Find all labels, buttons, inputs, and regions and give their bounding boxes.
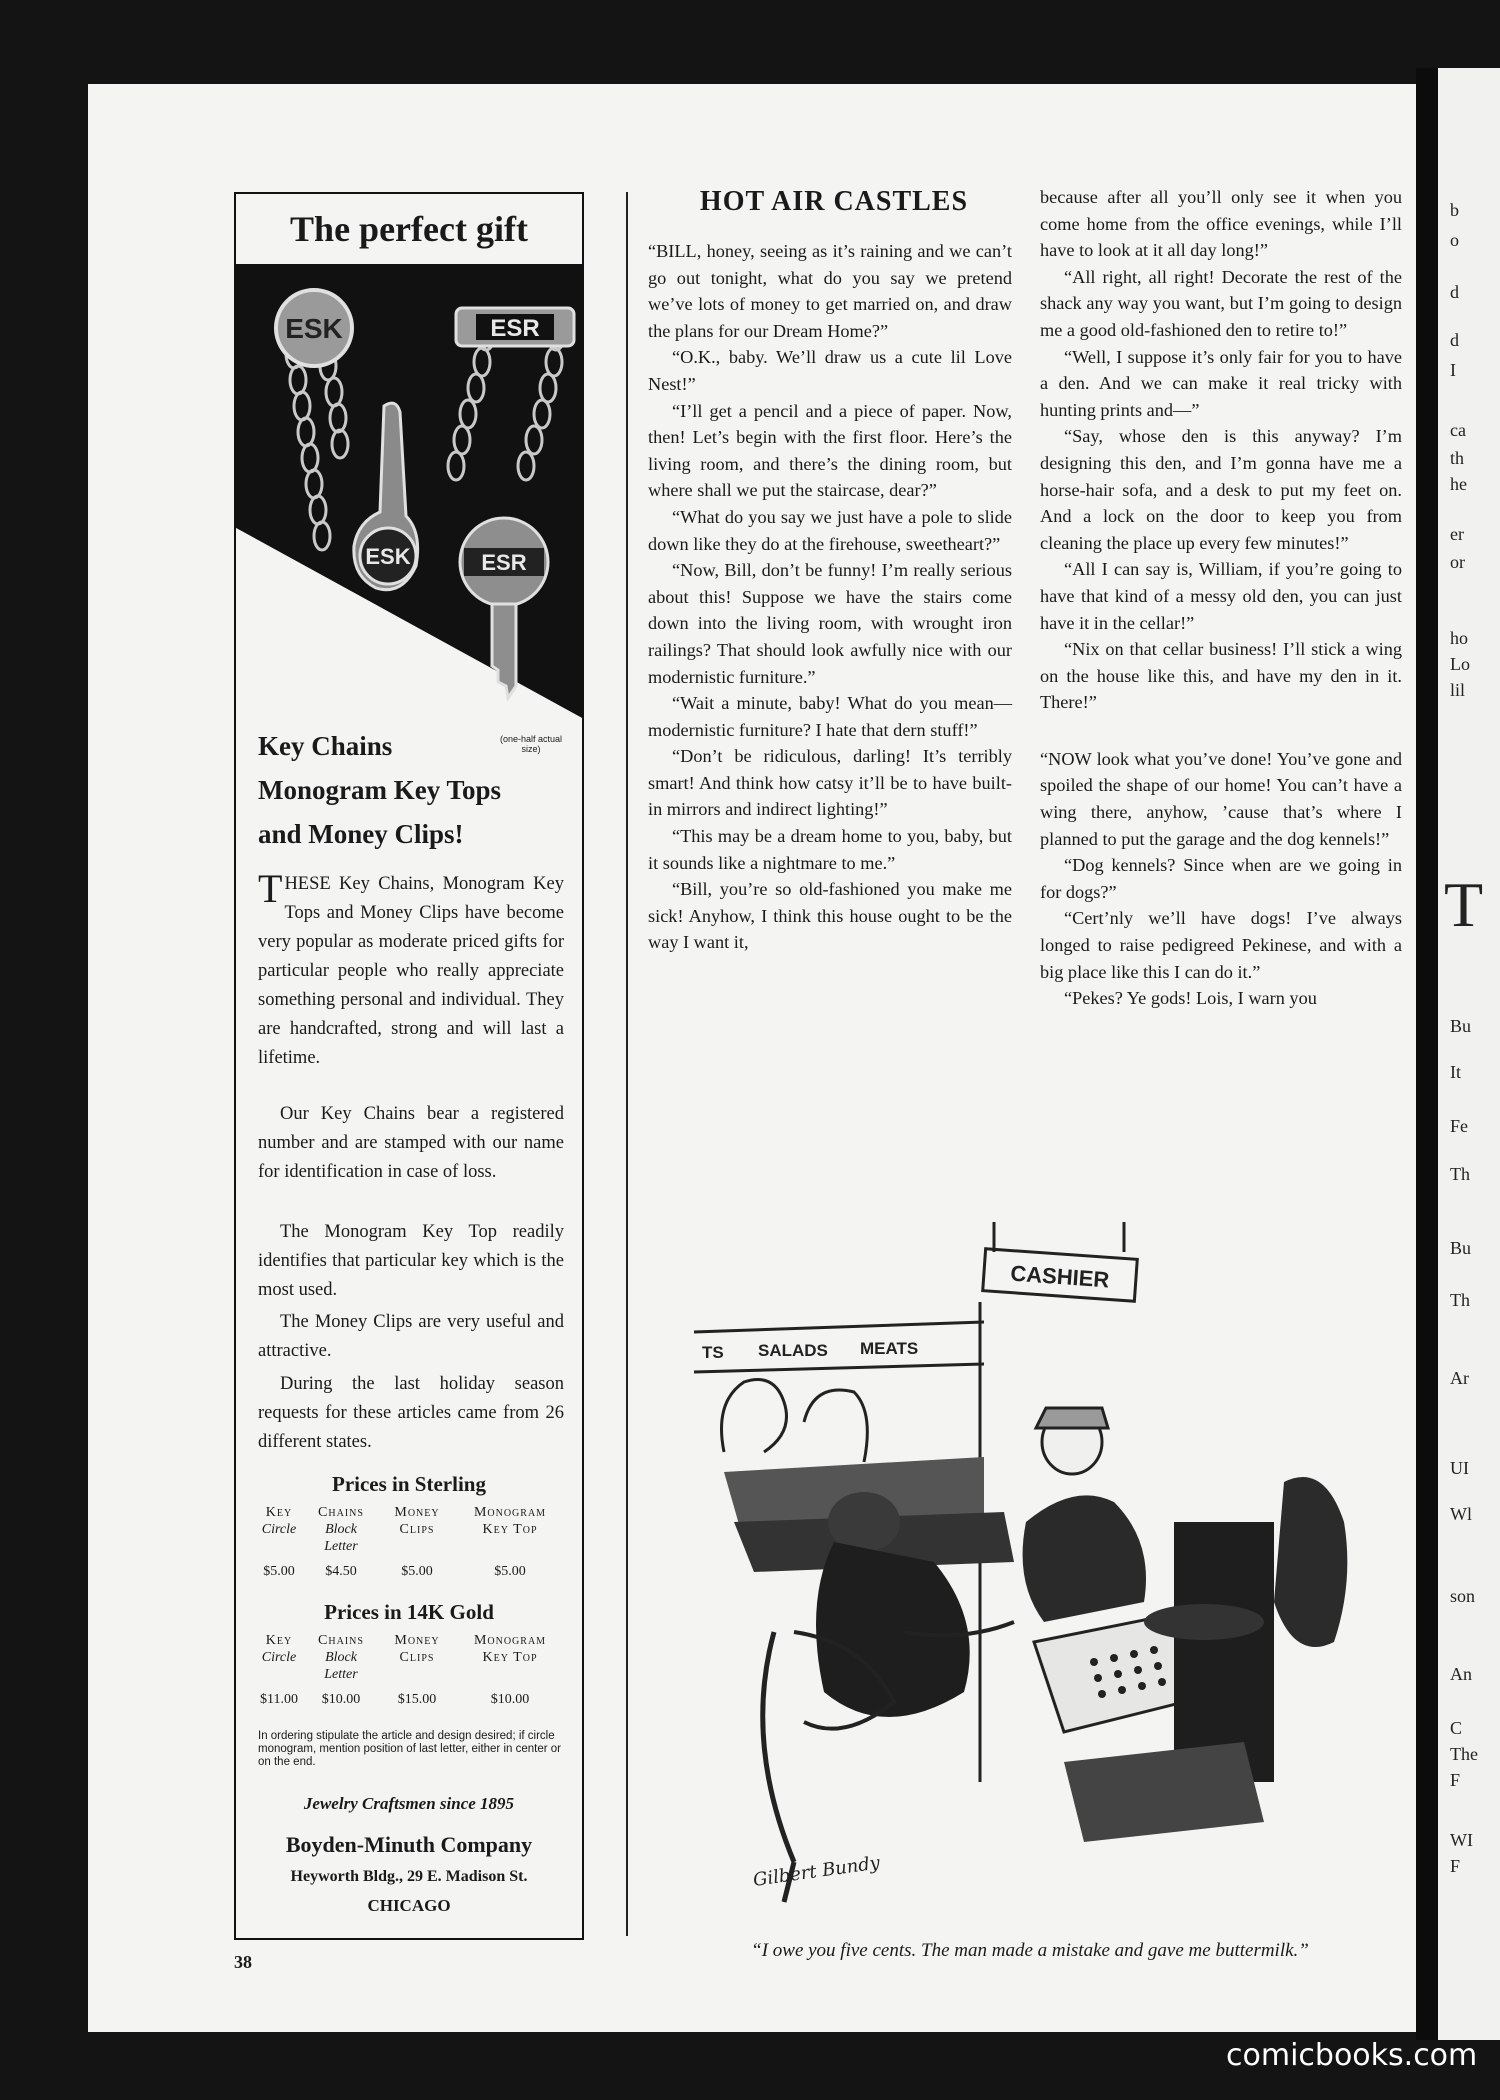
ad-paragraph: The Monogram Key Top readily identifies that particular key which is the most used. (258, 1222, 564, 1300)
binding-gutter (1416, 68, 1438, 2040)
cartoon-illustration (684, 1222, 1364, 1912)
article-paragraph: “Bill, you’re so old-fashioned you make me sick! Anyhow, I think this house ought to be the way I want it, (648, 879, 1012, 953)
ad-product-title: Key Chains Monogram Key Tops and Money Clips! (258, 731, 502, 849)
next-page-text-fragment: UI (1450, 1458, 1469, 1478)
article-paragraph: “Pekes? Ye gods! Lois, I warn you (1064, 988, 1317, 1009)
next-page-text-fragment: C (1450, 1718, 1463, 1738)
next-page-text-fragment: Ar (1450, 1368, 1469, 1388)
next-page-text-fragment: WI (1450, 1830, 1473, 1850)
ad-paragraph: Our Key Chains bear a registered number and are stamped with our name for identification in case of loss. (258, 1104, 564, 1182)
next-page-text-fragment: F (1450, 1770, 1461, 1790)
cartoon-caption: “I owe you five cents. The man made a mistake and gave me buttermilk.” (751, 1940, 1309, 1961)
next-page-text-fragment: Fe (1450, 1116, 1468, 1136)
article-paragraph: “Don’t be ridiculous, darling! It’s terribly smart! And think how catsy it’ll be to have built-in mirrors and indirect lighting!” (648, 746, 1012, 820)
article-paragraph: “Well, I suppose it’s only fair for you to have a den. And we can make it real tricky with hunting prints and—” (1040, 346, 1402, 420)
next-page-text-fragment: F (1450, 1856, 1461, 1876)
ad-product-illustration (236, 266, 582, 718)
next-page-text-fragment: Th (1450, 1290, 1470, 1310)
svg-text:ESK: ESK (365, 544, 411, 569)
site-watermark: comicbooks.com (1226, 2038, 1478, 2073)
article-paragraph: “Wait a minute, baby! What do you mean—modernistic furniture? I hate that dern stuff!” (648, 693, 1012, 740)
article-paragraph: “This may be a dream home to you, baby, but it sounds like a nightmare to me.” (648, 826, 1012, 873)
column-rule (626, 192, 628, 1936)
advertisement (234, 192, 584, 1940)
svg-text:MEATS: MEATS (860, 1339, 919, 1358)
ad-paragraph: The Money Clips are very useful and attractive. (258, 1312, 564, 1361)
article-paragraph: “O.K., baby. We’ll draw us a cute lil Love Nest!” (648, 347, 1012, 394)
next-page-text-fragment: I (1450, 360, 1456, 380)
next-page-text-fragment: Wl (1450, 1504, 1472, 1524)
sterling-price-title: Prices in Sterling (332, 1472, 486, 1496)
ad-paragraph: During the last holiday season requests for these articles came from 26 different states. (258, 1374, 564, 1452)
ad-tagline: Jewelry Craftsmen since 1895 (303, 1794, 515, 1813)
ad-size-note: (one-half actual size) (499, 734, 563, 754)
ad-headline: The perfect gift (236, 194, 582, 266)
next-page-text-fragment: It (1450, 1062, 1461, 1082)
next-page-text-fragment: ca (1450, 420, 1466, 440)
article-paragraph: “Nix on that cellar business! I’ll stick a wing on the house like this, and have my den in it. There!” (1040, 639, 1402, 713)
ad-company-name: Boyden-Minuth Company (285, 1832, 533, 1857)
next-page-text-fragment: o (1450, 230, 1459, 250)
article-column-2 (1040, 184, 1402, 1012)
next-page-text-fragment: Bu (1450, 1016, 1472, 1036)
next-page-text-fragment: The (1450, 1744, 1478, 1764)
next-page-text-fragment: ho (1450, 628, 1468, 648)
article-paragraph: “Say, whose den is this anyway? I’m designing this den, and I’m gonna have me a horse-hair sofa, and a desk to put my feet on. And a lock on the door to keep you from cleaning the place up every few minutes!” (1040, 426, 1402, 553)
article-paragraph: “Now, Bill, don’t be funny! I’m really serious about this! Suppose we have the stairs come down into the living room, with wrought iron railings? That should look awfully nice with our modernistic furniture.” (648, 560, 1012, 687)
sterling-price-table: Key Chains Money Monogram Circle Block Clips Key Top Letter $5.00 $4.50 $5.00 $5.00 (261, 1505, 547, 1579)
next-page-text-fragment: Bu (1450, 1238, 1472, 1258)
ad-address: Heyworth Bldg., 29 E. Madison St. (290, 1868, 528, 1885)
next-page-text-fragment: or (1450, 552, 1465, 572)
next-page-text-fragment: Lo (1450, 654, 1470, 674)
cartoon-sign-cashier: CASHIER (1009, 1260, 1111, 1293)
svg-text:TS: TS (702, 1343, 724, 1362)
next-page-text-fragment: son (1450, 1586, 1476, 1606)
article-paragraph: “I’ll get a pencil and a piece of paper. Now, then! Let’s begin with the first floor. Here’s the living room, and there’s the dining room, but where shall we put the staircase, dear?” (648, 400, 1012, 501)
ad-fine-print: In ordering stipulate the article and design desired; if circle monogram, mention position of last letter, either in center or on the end. (258, 1730, 561, 1768)
article-title: HOT AIR CASTLES (699, 186, 969, 217)
next-page-text-fragment: lil (1450, 680, 1466, 700)
adjacent-page-edge (1438, 68, 1500, 2040)
ad-paragraph: THESE Key Chains, Monogram Key Tops and Money Clips have become very popular as moderate priced gifts for particular people who really appreciate something personal and individual. They are handcrafted, strong and will last a lifetime. (258, 866, 564, 1068)
ad-city: CHICAGO (367, 1896, 451, 1915)
article-paragraph: “All right, all right! Decorate the rest of the shack any way you want, but I’m going to design me a good old-fashioned den to retire to!” (1040, 266, 1402, 340)
article-paragraph: “What do you say we just have a pole to slide down like they do at the firehouse, sweetheart?” (648, 506, 1012, 554)
page-number: 38 (234, 1952, 252, 1972)
next-page-text-fragment: T (1444, 869, 1484, 940)
next-page-text-fragment: An (1450, 1664, 1472, 1684)
article-paragraph: “Cert’nly we’ll have dogs! I’ve always longed to raise pedigreed Pekinese, and with a big place like this I can do it.” (1040, 908, 1402, 982)
next-page-text-fragment: b (1450, 200, 1459, 220)
svg-text:ESK: ESK (285, 313, 343, 344)
svg-text:ESR: ESR (490, 315, 540, 342)
article-paragraph: “BILL, honey, seeing as it’s raining and we can’t go out tonight, what do you say we pretend we’ve lots of money to get married on, and draw the plans for our Dream Home?” (648, 241, 1012, 341)
next-page-text-fragment: er (1450, 524, 1464, 544)
next-page-text-fragment: Th (1450, 1164, 1470, 1184)
article-paragraph: “Dog kennels? Since when are we going in for dogs?” (1040, 855, 1402, 902)
article-paragraph: because after all you’ll only see it when you come home from the office evenings, while I’ll have to look at it all day long!” (1040, 187, 1402, 261)
cartoon-signature: Gilbert Bundy (751, 1852, 882, 1891)
next-page-text-fragment: d (1450, 282, 1459, 302)
gold-price-title: Prices in 14K Gold (324, 1600, 494, 1624)
svg-text:SALADS: SALADS (758, 1341, 828, 1360)
svg-text:ESR: ESR (481, 550, 527, 575)
next-page-text-fragment: d (1450, 330, 1459, 350)
gold-price-table: Key Chains Money Monogram Circle Block Clips Key Top Letter $11.00 $10.00 $15.00 $10.00 (260, 1633, 547, 1707)
next-page-text-fragment: th (1450, 448, 1465, 468)
next-page-text-fragment: he (1450, 474, 1467, 494)
article-paragraph: “All I can say is, William, if you’re going to have that kind of a messy old den, you can just have it in the cellar!” (1040, 559, 1402, 633)
article-column-1 (648, 238, 1012, 956)
article-paragraph: “NOW look what you’ve done! You’ve gone and spoiled the shape of our home! You can’t have a wing there, anyhow, ’cause that’s where I planned to put the garage and the dog kennels!” (1040, 748, 1402, 849)
